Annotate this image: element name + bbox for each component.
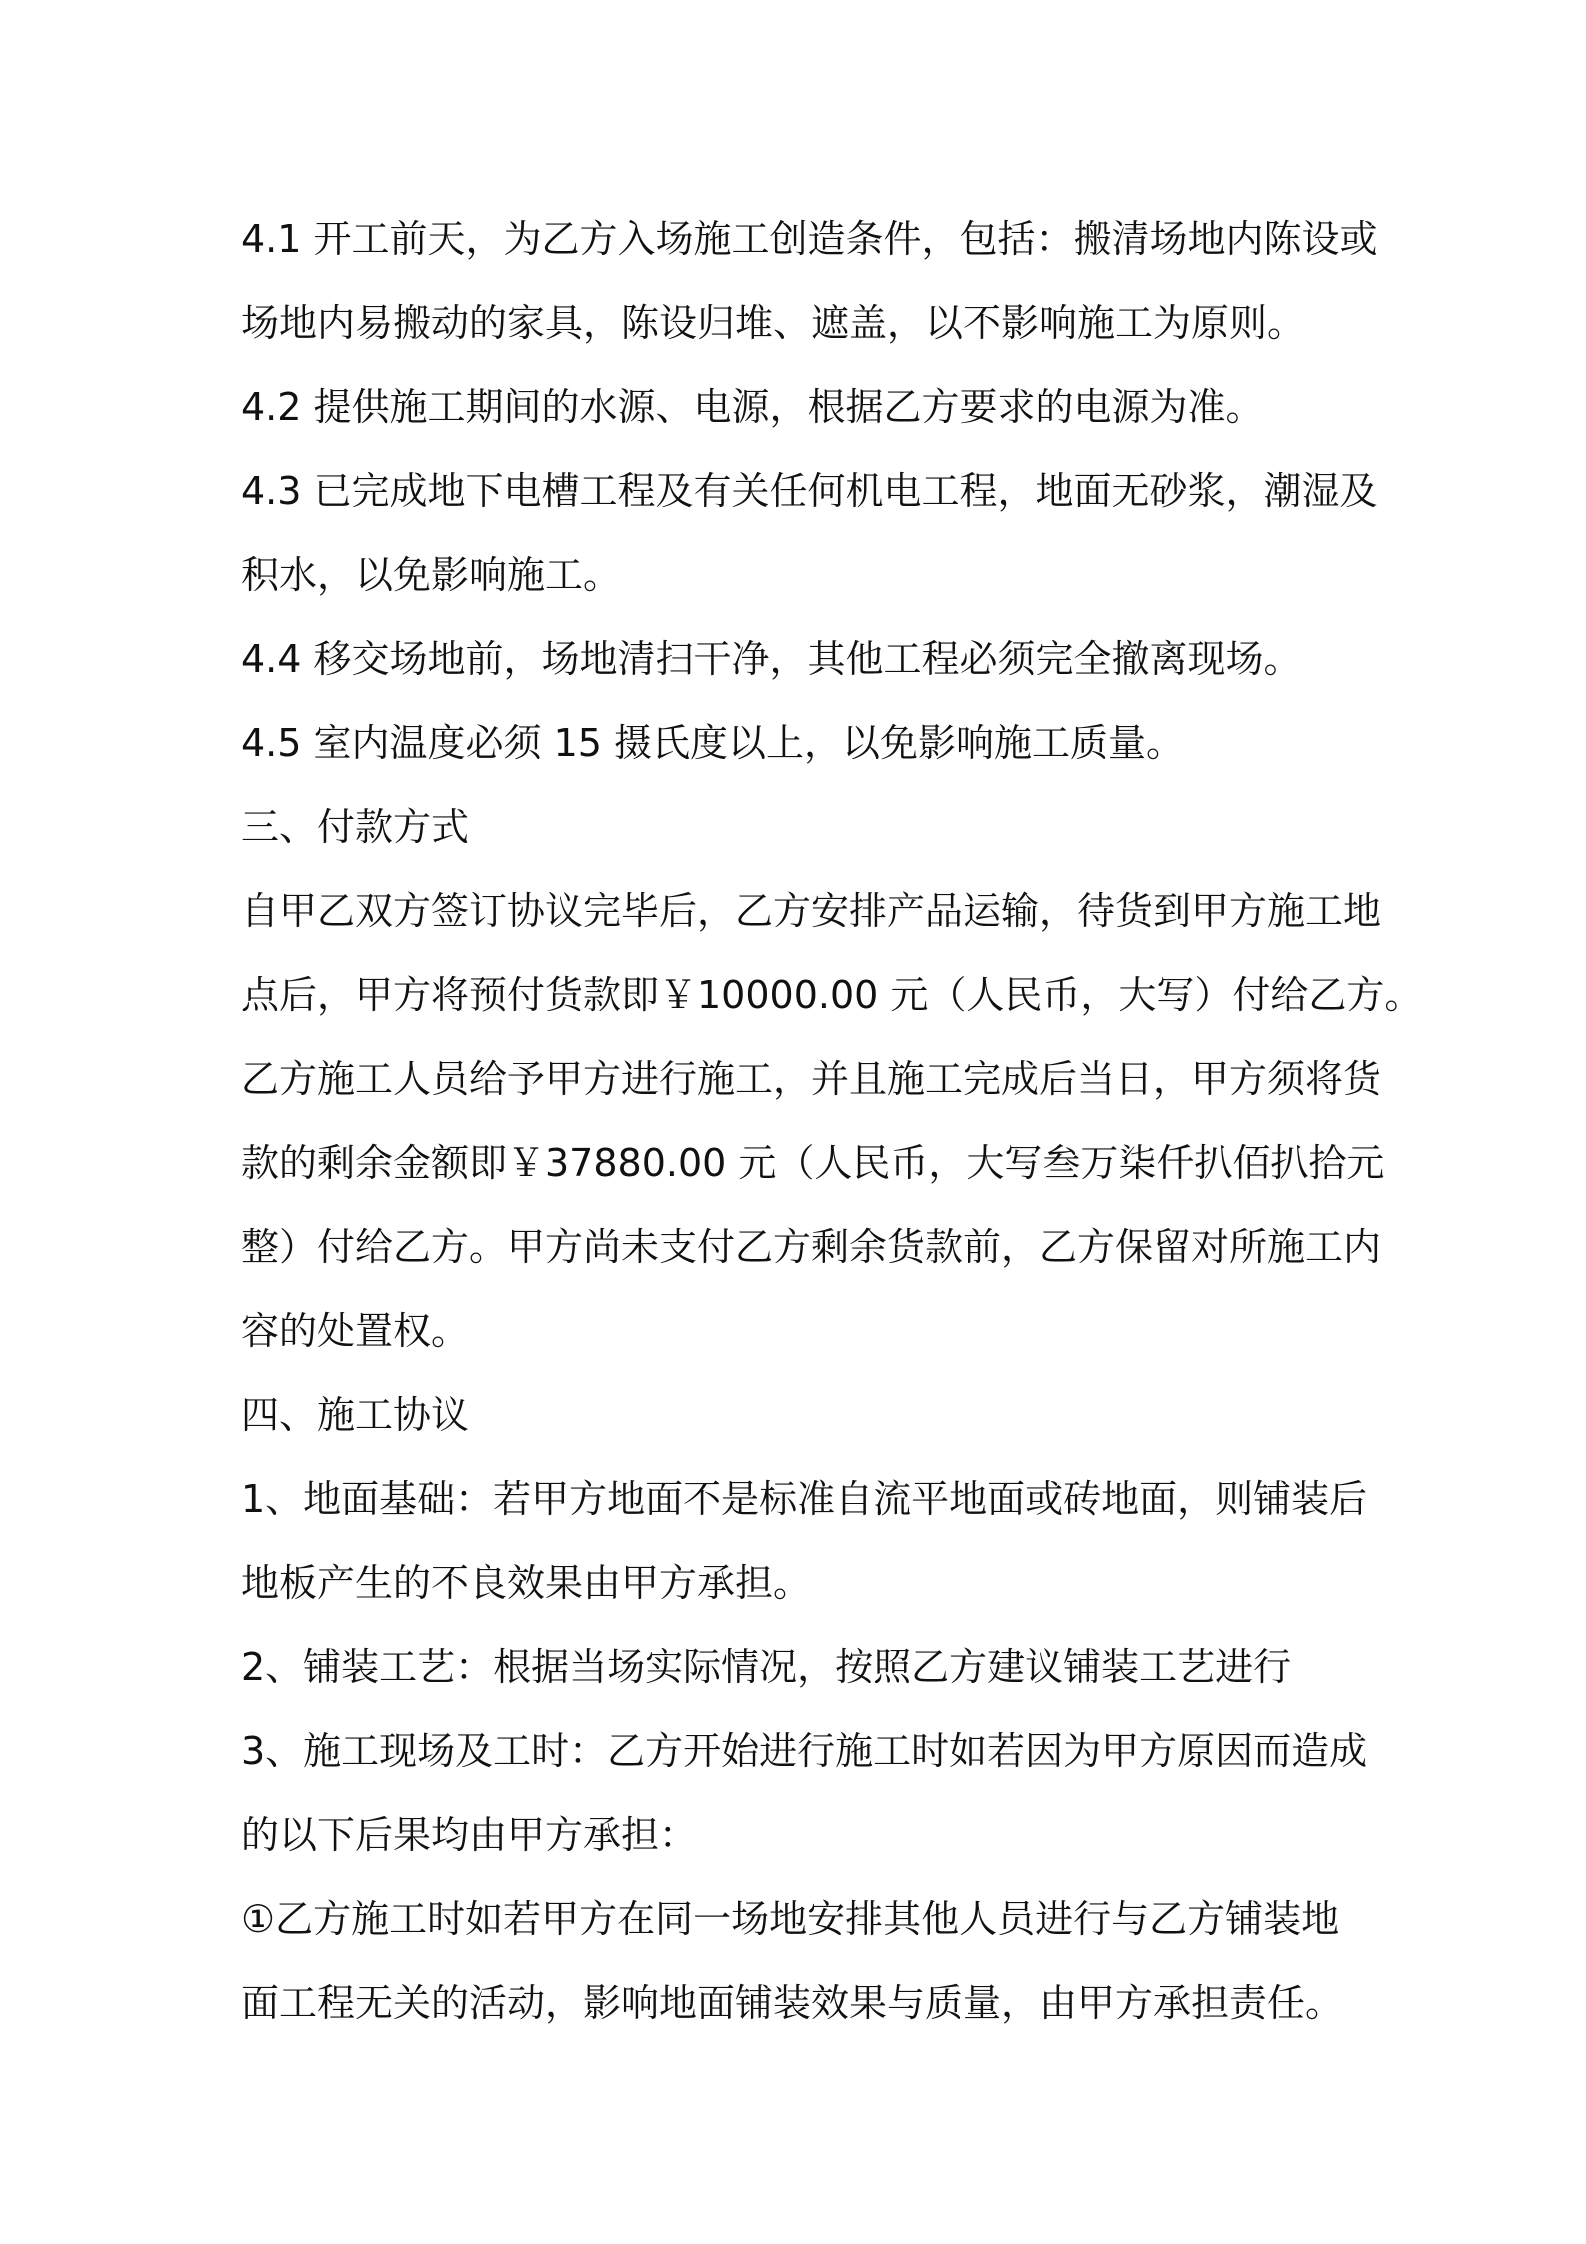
construction-item-2: 2、铺装工艺：根据当场实际情况，按照乙方建议铺装工艺进行: [241, 1645, 1292, 1689]
document-body: [241, 197, 1423, 2045]
payment-paragraph-line-2: 点后，甲方将预付货款即￥10000.00 元（人民币，大写）付给乙方。: [241, 973, 1423, 1017]
clause-4-1-line-2: 场地内易搬动的家具，陈设归堆、遮盖，以不影响施工为原则。: [241, 301, 1306, 345]
construction-item-1-line-1: 1、地面基础：若甲方地面不是标准自流平地面或砖地面，则铺装后: [241, 1477, 1368, 1521]
construction-subitem-1-line-2: 面工程无关的活动，影响地面铺装效果与质量，由甲方承担责任。: [241, 1981, 1344, 2025]
payment-paragraph-line-5: 整）付给乙方。甲方尚未支付乙方剩余货款前，乙方保留对所施工内: [241, 1225, 1382, 1269]
clause-4-3-line-1: 4.3 已完成地下电槽工程及有关任何机电工程，地面无砂浆，潮湿及: [241, 469, 1378, 513]
payment-paragraph-line-6: 容的处置权。: [241, 1309, 470, 1353]
construction-item-3-line-2: 的以下后果均由甲方承担：: [241, 1813, 698, 1857]
clause-4-5: 4.5 室内温度必须 15 摄氏度以上，以免影响施工质量。: [241, 721, 1185, 765]
section-heading-payment: 三、付款方式: [241, 805, 470, 849]
construction-subitem-1-line-1: ①乙方施工时如若甲方在同一场地安排其他人员进行与乙方铺装地: [241, 1897, 1340, 1941]
clause-4-3-line-2: 积水，以免影响施工。: [241, 553, 622, 597]
payment-paragraph-line-3: 乙方施工人员给予甲方进行施工，并且施工完成后当日，甲方须将货: [241, 1057, 1382, 1101]
section-heading-construction: 四、施工协议: [241, 1393, 470, 1437]
construction-item-1-line-2: 地板产生的不良效果由甲方承担。: [241, 1561, 812, 1605]
clause-4-4: 4.4 移交场地前，场地清扫干净，其他工程必须完全撤离现场。: [241, 637, 1302, 681]
payment-paragraph-line-4: 款的剩余金额即￥37880.00 元（人民币，大写叁万柒仟扒佰扒拾元: [241, 1141, 1385, 1185]
clause-4-1-line-1: 4.1 开工前天，为乙方入场施工创造条件，包括：搬清场地内陈设或: [241, 217, 1378, 261]
clause-4-2: 4.2 提供施工期间的水源、电源，根据乙方要求的电源为准。: [241, 385, 1264, 429]
payment-paragraph-line-1: 自甲乙双方签订协议完毕后，乙方安排产品运输，待货到甲方施工地: [241, 889, 1382, 933]
construction-item-3-line-1: 3、施工现场及工时：乙方开始进行施工时如若因为甲方原因而造成: [241, 1729, 1368, 1773]
